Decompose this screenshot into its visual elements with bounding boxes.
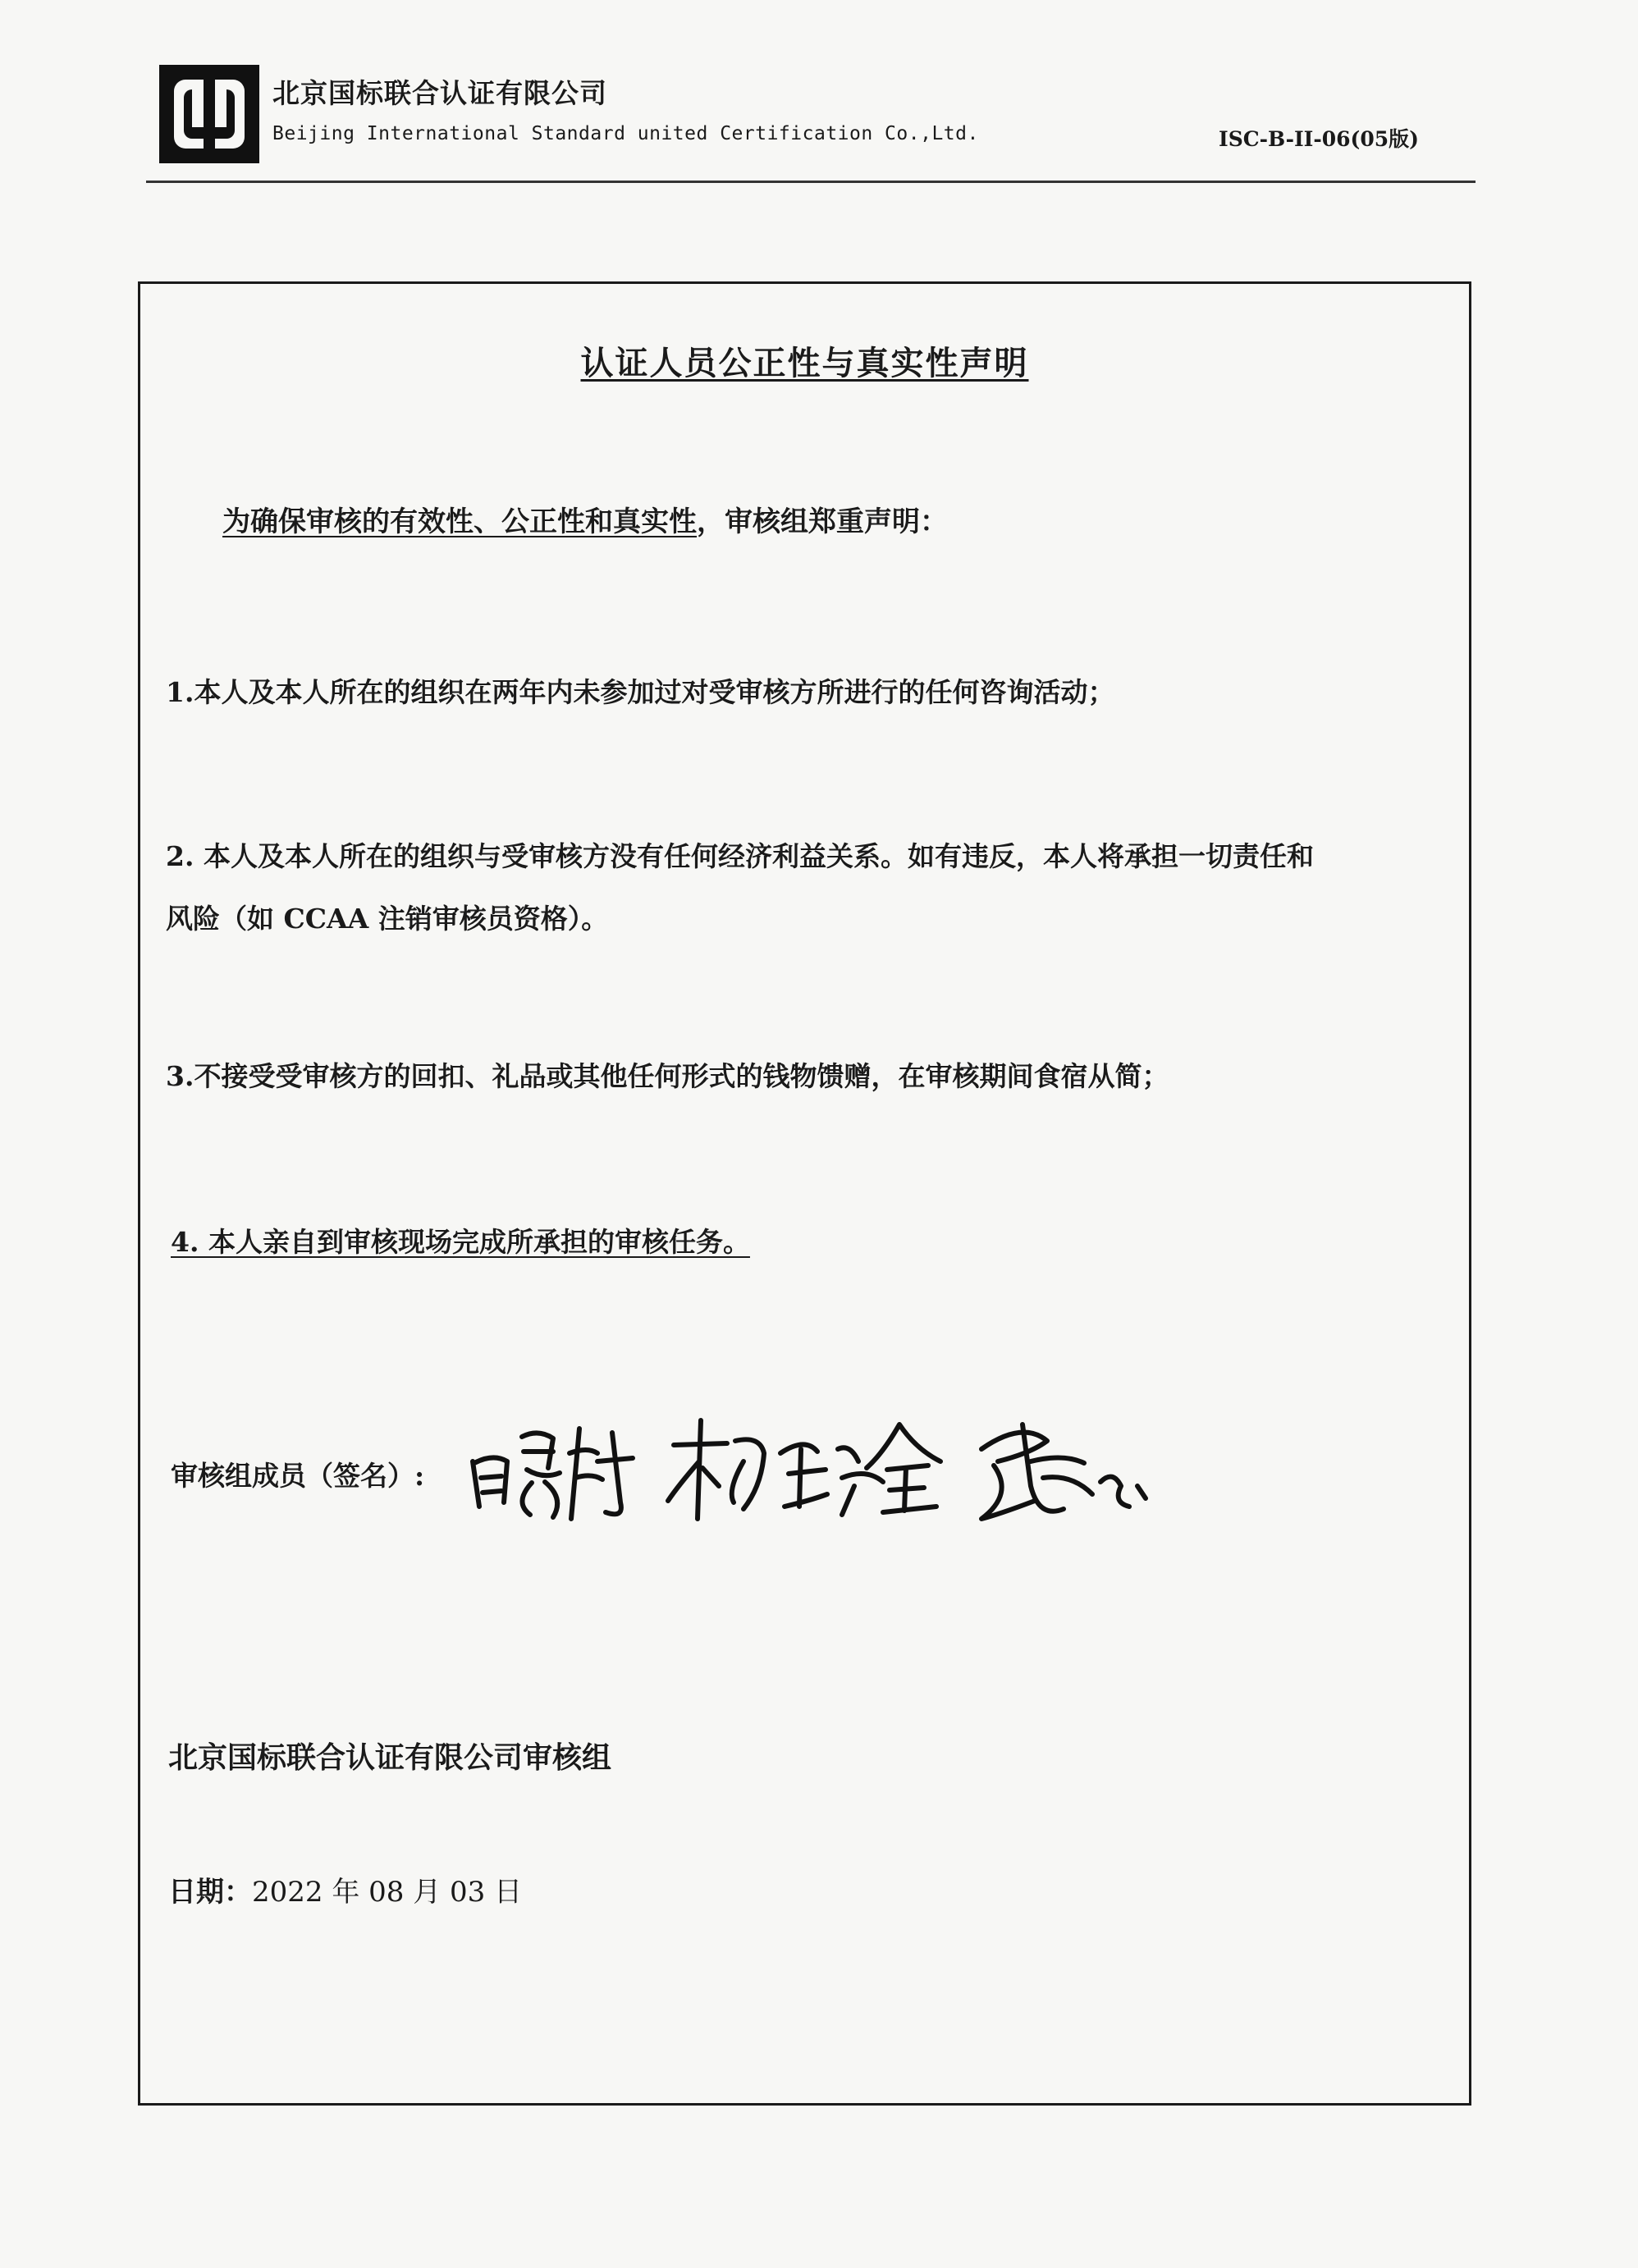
declaration-item-1: 1.本人及本人所在的组织在两年内未参加过对受审核方所进行的任何咨询活动； bbox=[166, 676, 1115, 708]
date-value: 2022 年 08 月 03 日 bbox=[252, 1876, 523, 1909]
declaration-item-2: 2. 本人及本人所在的组织与受审核方没有任何经济利益关系。如有违反，本人将承担一切责任和 bbox=[166, 840, 1314, 872]
audit-team-organization: 北京国标联合认证有限公司审核组 bbox=[168, 1740, 612, 1775]
company-name-cn: 北京国标联合认证有限公司 bbox=[272, 77, 607, 109]
document-code: ISC-B-II-06(05版) bbox=[1219, 127, 1419, 151]
date-label: 日期： bbox=[168, 1876, 252, 1909]
declaration-frame bbox=[138, 281, 1471, 2106]
signature-3 bbox=[981, 1424, 1146, 1519]
intro-statement bbox=[222, 499, 948, 539]
handwritten-signatures bbox=[456, 1404, 1178, 1527]
intro-rest: ，审核组郑重声明： bbox=[697, 505, 948, 538]
signature-1 bbox=[473, 1429, 633, 1519]
declaration-item-3: 3.不接受受审核方的回扣、礼品或其他任何形式的钱物馈赠，在审核期间食宿从简； bbox=[166, 1060, 1169, 1092]
letterhead bbox=[0, 0, 1638, 197]
declaration-item-4: 4. 本人亲自到审核现场完成所承担的审核任务。 bbox=[171, 1226, 750, 1258]
members-signature-label: 审核组成员（签名）: bbox=[171, 1460, 425, 1492]
company-name-en: Beijing International Standard united Certification Co.,Ltd. bbox=[272, 123, 979, 144]
signature-2 bbox=[668, 1420, 940, 1519]
company-logo bbox=[156, 62, 263, 167]
declaration-item-2-continued: 风险（如 CCAA 注销审核员资格）。 bbox=[166, 903, 609, 935]
document-title: 认证人员公正性与真实性声明 bbox=[580, 344, 1029, 382]
header-divider bbox=[146, 181, 1476, 183]
intro-underlined: 为确保审核的有效性、公正性和真实性 bbox=[222, 505, 697, 538]
declaration-date bbox=[168, 1869, 522, 1909]
